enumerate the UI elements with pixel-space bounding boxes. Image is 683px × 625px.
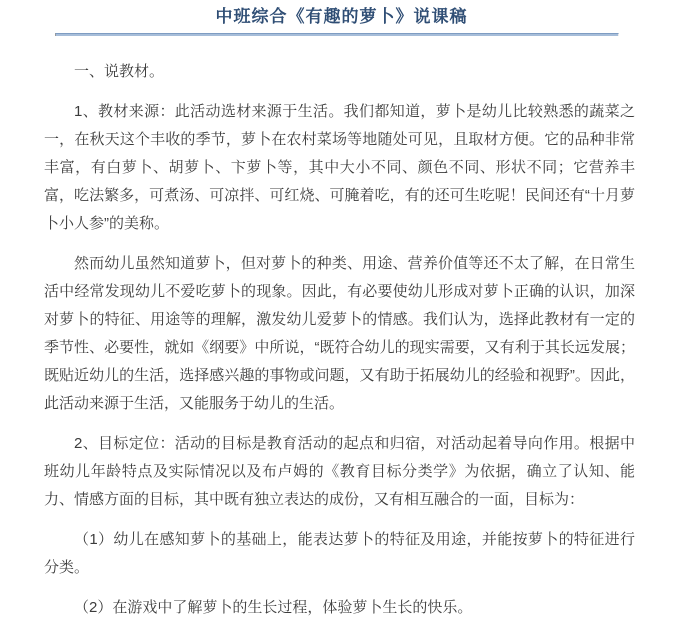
document-title: 中班综合《有趣的萝卜》说课稿 <box>215 7 468 26</box>
paragraph-goal-1: （1）幼儿在感知萝卜的基础上，能表达萝卜的特征及用途，并能按萝卜的特征进行分类。 <box>44 531 635 576</box>
section-heading: 一、说教材。 <box>74 63 165 80</box>
paragraph-learner-analysis: 然而幼儿虽然知道萝卜，但对萝卜的种类、用途、营养价值等还不太了解，在日常生活中经常发现幼儿不爱吃萝卜的现象。因此，有必要使幼儿形成对萝卜正确的认识，加深对萝卜的特征、用途等的理解，激发幼儿爱萝卜的情感。我们认为，选择此教材有一定的季节性、必要性，就如《纲要》中所说，“既符合幼儿的现实需要，又有利于其长远发展；既贴近幼儿的生活，选择感兴趣的事物或问题，又有助于拓展幼儿的经验和视野”。因此，此活动来源于生活，又能服务于幼儿的生活。 <box>44 255 635 412</box>
paragraph-material-source: 1、教材来源：此活动选材来源于生活。我们都知道，萝卜是幼儿比较熟悉的蔬菜之一，在秋天这个丰收的季节，萝卜在农村菜场等地随处可见，且取材方便。它的品种非常丰富，有白萝卜、胡萝卜、卞萝卜等，其中大小不同、颜色不同、形状不同；它营养丰富，吃法繁多，可煮汤、可凉拌、可红烧、可腌着吃，有的还可生吃呢！民间还有“十月萝卜小人参”的美称。 <box>44 103 635 232</box>
paragraph-goal-positioning: 2、目标定位：活动的目标是教育活动的起点和归宿，对活动起着导向作用。根据中班幼儿年龄特点及实际情况以及布卢姆的《教育目标分类学》为依据，确立了认知、能力、情感方面的目标，其中既有独立表达的成份，又有相互融合的一面，目标为： <box>44 435 635 508</box>
document-body <box>44 36 635 622</box>
paragraph-goal-2: （2）在游戏中了解萝卜的生长过程，体验萝卜生长的快乐。 <box>74 599 473 616</box>
